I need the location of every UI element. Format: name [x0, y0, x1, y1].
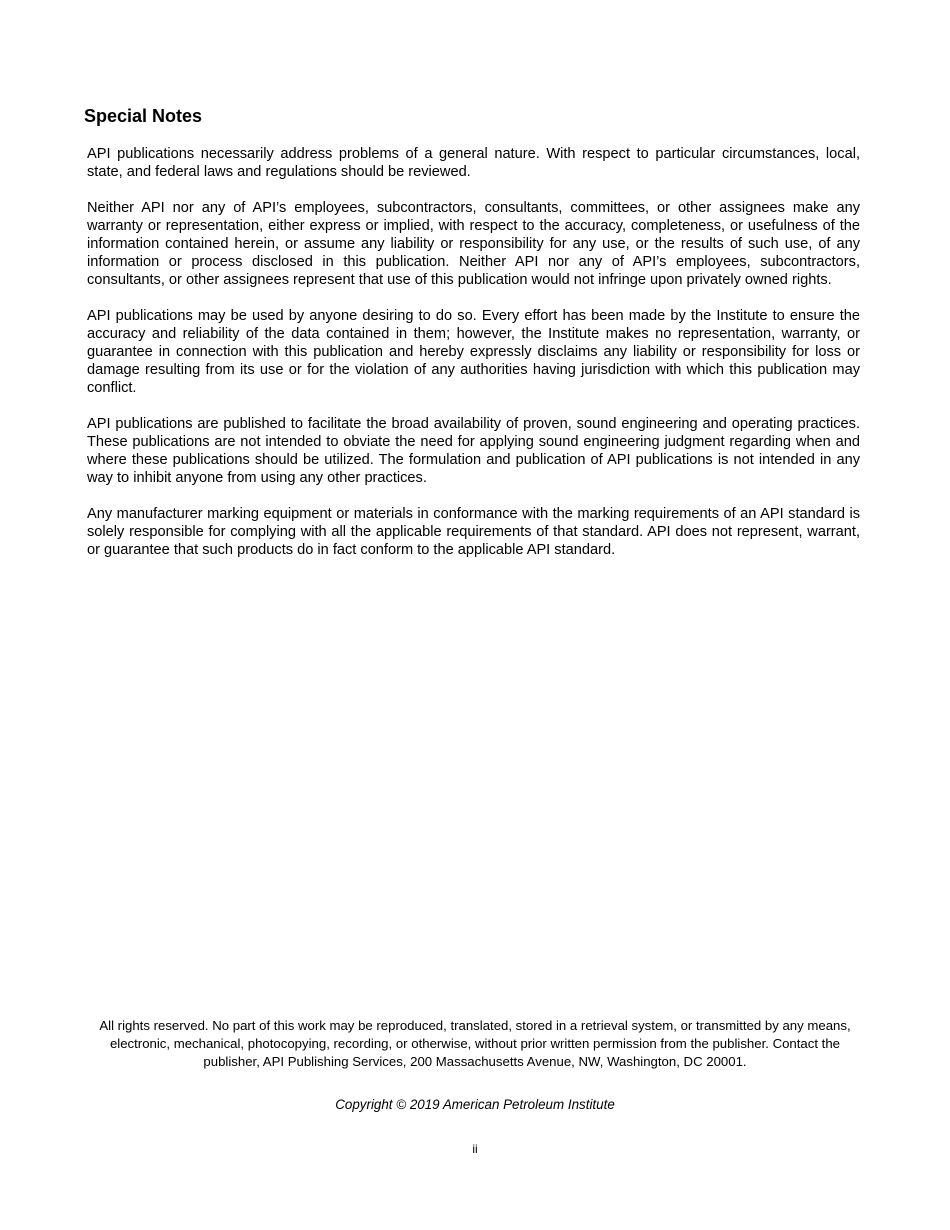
paragraph-manufacturer-marking: Any manufacturer marking equipment or materials in conformance with the marking requirements of an API standard is solely responsible for complying with all the applicable requirements of that standard. API does not represent, warrant, or guarantee that such products do in fact conform to the applicable API standard. — [87, 506, 860, 558]
page-number: ii — [472, 1142, 478, 1156]
copyright-line: Copyright © 2019 American Petroleum Institute — [335, 1097, 615, 1112]
page-title: Special Notes — [84, 106, 203, 126]
paragraph-availability: API publications are published to facilitate the broad availability of proven, sound engineering and operating practices. These publications are not intended to obviate the need for applying sound engineering judgment regarding when and where these publications should be utilized. The formulation and publication of API publications is not intended in any way to inhibit anyone from using any other practices. — [87, 416, 860, 486]
paragraph-warranty-disclaimer: Neither API nor any of API’s employees, subcontractors, consultants, committees, or other assignees make any warranty or representation, either express or implied, with respect to the accuracy, completeness, or usefulness of the information contained herein, or assume any liability or responsibility for any use, or the results of such use, of any information or process disclosed in this publication. Neither API nor any of API’s employees, subcontractors, consultants, or other assignees represent that use of this publication would not infringe upon privately owned rights. — [87, 200, 860, 288]
special-notes-body — [87, 145, 860, 577]
rights-reserved-notice: All rights reserved. No part of this work may be reproduced, translated, stored in a retrieval system, or transmitted by any means, electronic, mechanical, photocopying, recording, or otherwise, without prior written permission from the publisher. Contact the publisher, API Publishing Services, 200 Massachusetts Avenue, NW, Washington, DC 20001. — [99, 1018, 851, 1069]
paragraph-general-nature: API publications necessarily address problems of a general nature. With respect to particular circumstances, local, state, and federal laws and regulations should be reviewed. — [87, 146, 860, 180]
paragraph-use-by-anyone: API publications may be used by anyone desiring to do so. Every effort has been made by the Institute to ensure the accuracy and reliability of the data contained in them; however, the Institute makes no representation, warranty, or guarantee in connection with this publication and hereby expressly disclaims any liability or responsibility for loss or damage resulting from its use or for the violation of any authorities having jurisdiction with which this publication may conflict. — [87, 308, 860, 396]
